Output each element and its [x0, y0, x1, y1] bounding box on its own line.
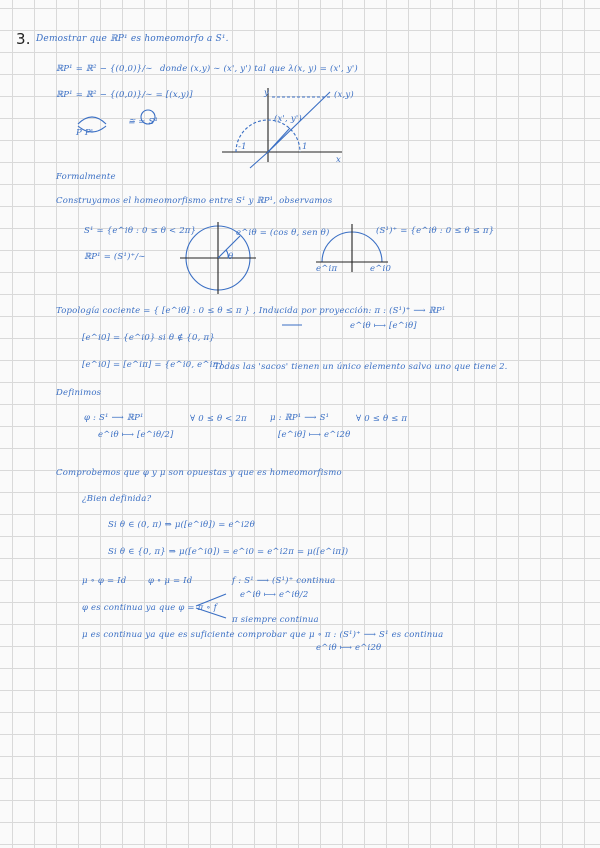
line-rp1-quot: ℝP¹ = (S¹)⁺/∼: [84, 252, 146, 262]
fig1-tick-right: 1: [302, 142, 308, 152]
fig1-y-label: y: [264, 88, 270, 98]
line-rp1-classes: ℝP¹ = ℝ² − {(0,0)}/∼ = [(x,y)]: [56, 90, 193, 100]
heading-well-defined: ¿Bien definida?: [82, 494, 152, 504]
line-class-note: Todas las 'sacos' tienen un único elemento salvo uno que tiene 2.: [214, 362, 508, 372]
fig1-point-xy: (x,y): [334, 90, 354, 100]
mu-def: μ : ℝP¹ ⟶ S¹: [270, 413, 330, 423]
inverse-2: φ ∘ μ = Id: [148, 576, 193, 586]
f-map: e^iθ ⟼ e^iθ/2: [240, 590, 309, 600]
line-class2: [e^i0] = [e^iπ] = {e^i0, e^iπ}: [82, 360, 225, 370]
heading-define: Definimos: [56, 388, 102, 398]
line-check: Comprobemos que φ y μ son opuestas y que es homeomorfismo: [56, 468, 342, 478]
arrow-labels: P P': [76, 128, 94, 138]
line-s1-def: S¹ = {e^iθ : 0 ≤ θ < 2π}: [84, 226, 197, 236]
fig3-ei0: e^i0: [370, 264, 392, 274]
fig3-eipi: e^iπ: [316, 264, 338, 274]
fig1-point-xy2: (x', y'): [274, 114, 302, 124]
mu-map: [e^iθ] ⟼ e^i2θ: [278, 430, 351, 440]
exercise-title: Demostrar que ℝP¹ es homeomorfo a S¹.: [36, 34, 229, 44]
phi-map: e^iθ ⟼ [e^iθ/2]: [98, 430, 174, 440]
line-topology-map: e^iθ ⟼ [e^iθ]: [350, 321, 417, 331]
fig2-label: e^iθ = (cos θ, sen θ): [236, 228, 330, 238]
fig2-theta: θ: [228, 252, 234, 262]
phi-def: φ : S¹ ⟶ ℝP¹: [84, 413, 144, 423]
mu-continua-map: e^iθ ⟼ e^i2θ: [316, 643, 382, 653]
fig3-label: (S¹)⁺ = {e^iθ : 0 ≤ θ ≤ π}: [376, 226, 495, 236]
line-relation: donde (x,y) ∼ (x', y') tal que λ(x, y) = (x', y'): [160, 64, 358, 74]
f-continua: f : S¹ ⟶ (S¹)⁺ continua: [232, 576, 336, 586]
inverse-1: μ ∘ φ = Id: [82, 576, 127, 586]
line-topology: Topología cociente = { [e^iθ] : 0 ≤ θ ≤ π } , Inducida por proyección: π : (S¹)⁺ ⟶ ℝP¹: [56, 306, 446, 316]
phi-continua: φ es continua ya que φ = π ∘ f: [82, 603, 217, 613]
line-class1: [e^i0] = {e^i0} si θ ∉ {0, π}: [82, 333, 215, 343]
pi-continua: π siempre continua: [232, 615, 319, 625]
fig1-tick-left: -1: [238, 142, 247, 152]
exercise-number: 3.: [16, 30, 31, 48]
heading-formal: Formalmente: [56, 172, 116, 182]
phi-condition: ∀ 0 ≤ θ < 2π: [190, 414, 247, 424]
mu-condition: ∀ 0 ≤ θ ≤ π: [356, 414, 408, 424]
line-rp1-def: ℝP¹ = ℝ² − {(0,0)}/∼: [56, 64, 153, 74]
fig1-x-label: x: [336, 155, 341, 165]
line-homeo-s1: ≅ = S¹: [128, 117, 159, 127]
line-construct: Construyamos el homeomorfismo entre S¹ y ℝP¹, observamos: [56, 196, 333, 206]
mu-continua: μ es continua ya que es suficiente comprobar que μ ∘ π : (S¹)⁺ ⟶ S¹ es continua: [82, 630, 444, 640]
well-defined-2: Si θ ∈ {0, π} ⇒ μ([e^i0]) = e^i0 = e^i2π = μ([e^iπ]): [108, 547, 349, 557]
well-defined-1: Si θ ∈ (0, π) ⇒ μ([e^iθ]) = e^i2θ: [108, 520, 255, 530]
